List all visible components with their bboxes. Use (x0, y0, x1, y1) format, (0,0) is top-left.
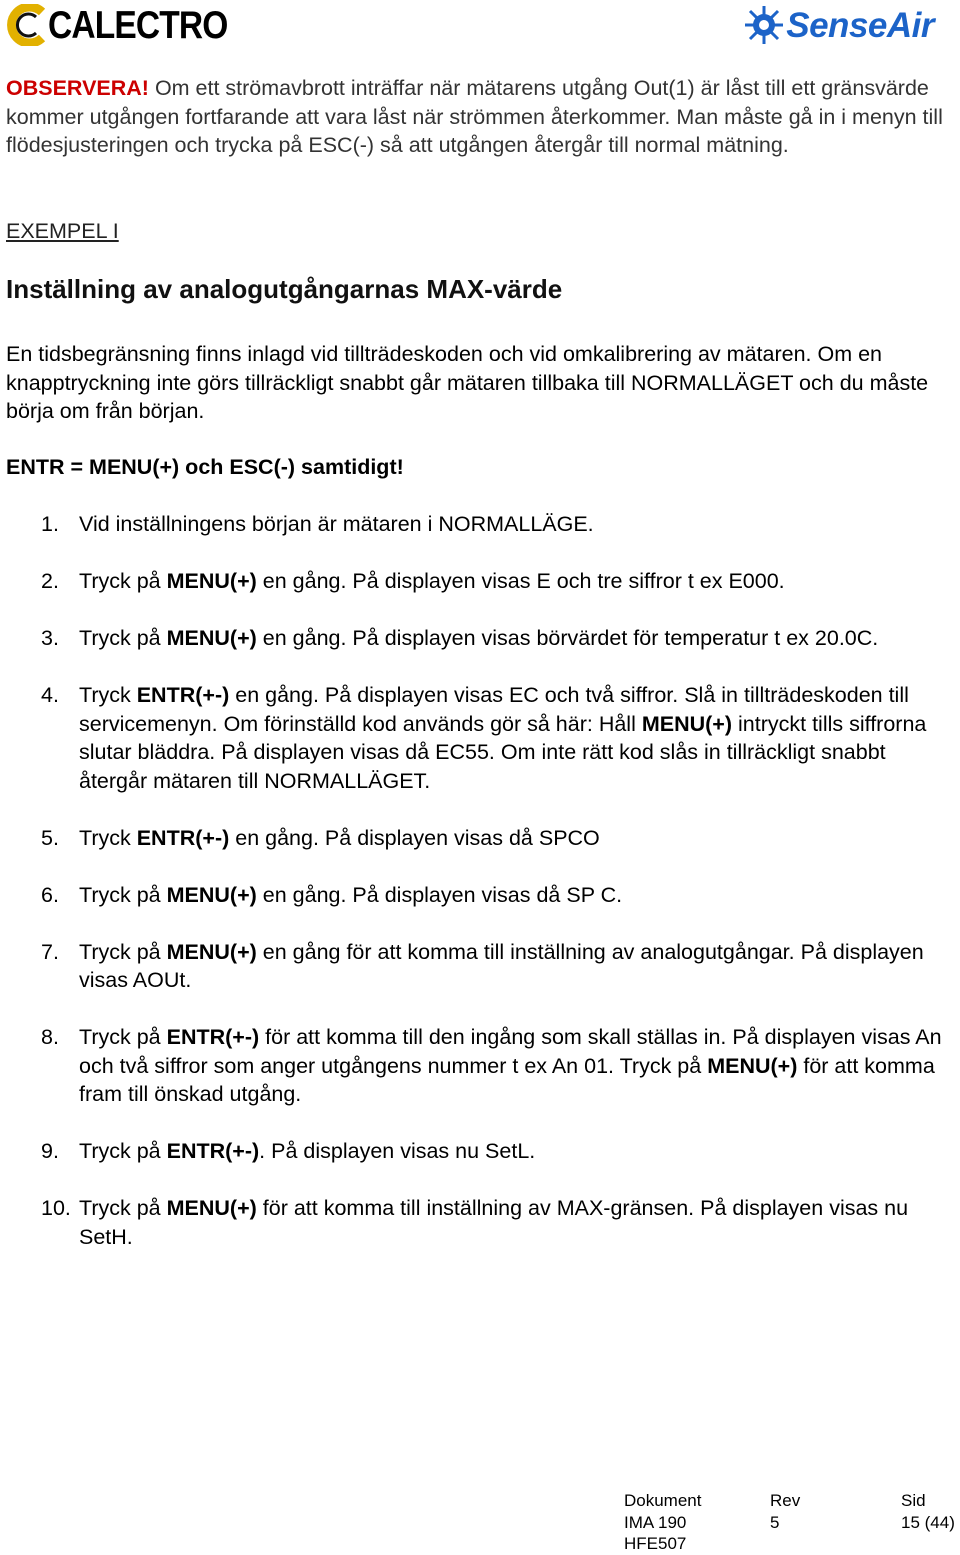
step-number: 6. (41, 882, 59, 907)
step-text: Tryck på (79, 1196, 167, 1220)
step-key: MENU(+) (166, 626, 257, 650)
step-key: ENTR(+-) (166, 1139, 260, 1163)
step-number: 4. (41, 683, 59, 707)
step-item (0, 824, 950, 853)
observation-body: Om ett strömavbrott inträffar när mätarens utgång Out(1) är låst till ett gränsvärde kommer utgången fortfarande att vara låst när strömmen återkommer. Man måste gå in i menyn till flödesjusteringen och trycka på ESC(-) så att utgången återgår till normal mätning. (6, 76, 943, 157)
step-text: intryckt tills siffrorna slutar bläddra. På displayen visas då EC55. Om inte rätt kod slås in tillräckligt snabbt återgår mätaren till NORMALLÄGET. (79, 711, 927, 793)
step-item (0, 681, 950, 795)
footer-label-rev: Rev (770, 1491, 801, 1510)
step-item (0, 938, 950, 995)
step-key: ENTR(+-) (166, 1025, 260, 1049)
footer-label-sid: Sid (901, 1491, 926, 1510)
footer-value-dokument: IMA 190 (624, 1512, 687, 1532)
step-text: Tryck (79, 825, 137, 850)
step-text: Tryck på (79, 1139, 167, 1163)
step-number: 7. (41, 939, 59, 964)
step-key: MENU(+) (641, 711, 733, 736)
step-item (0, 1023, 950, 1109)
steps-list (0, 510, 950, 1280)
step-key: MENU(+) (707, 1053, 798, 1078)
step-number: 5. (41, 825, 59, 850)
step-number: 8. (41, 1025, 59, 1049)
footer-extra: HFE507 (624, 1534, 687, 1553)
step-number: 9. (41, 1139, 59, 1163)
step-text: en gång för att komma till inställning av analogutgångar. På displayen visas AOUt. (79, 939, 924, 992)
calectro-logo (6, 4, 257, 46)
footer-label-row (624, 1490, 960, 1512)
step-number: 3. (41, 626, 59, 650)
step-key: MENU(+) (166, 569, 257, 593)
step-item (0, 510, 950, 539)
senseair-wordmark: SenseAir (786, 5, 934, 45)
step-item (0, 567, 950, 596)
intro-paragraph: En tidsbegränsning finns inlagd vid tillträdeskoden och vid omkalibrering av mätaren. Om en knapptryckning inte görs tillräckligt snabbt går mätaren tillbaka till NORMALLÄGET och du måste börja om från början. (6, 342, 929, 423)
step-text: Tryck på (79, 939, 167, 964)
step-text: för att komma fram till önskad utgång. (79, 1053, 935, 1106)
step-key: MENU(+) (166, 882, 257, 907)
footer-label-dokument: Dokument (624, 1491, 702, 1510)
step-text: en gång. På displayen visas då SP C. (256, 882, 623, 907)
step-text: en gång. På displayen visas börvärdet för temperatur t ex 20.0C. (256, 626, 879, 650)
step-item (0, 881, 950, 910)
step-text: en gång. På displayen visas E och tre siffror t ex E000. (256, 569, 785, 593)
calectro-wordmark: CALECTRO (48, 3, 228, 47)
step-key: ENTR(+-) (136, 825, 230, 850)
section-heading: Inställning av analogutgångarnas MAX-värde (6, 274, 563, 304)
footer-value-rev: 5 (770, 1512, 780, 1532)
step-text: en gång. På displayen visas då SPCO (229, 825, 600, 850)
step-text: Tryck på (79, 882, 167, 907)
footer-value-sid: 15 (44) (901, 1512, 955, 1532)
senseair-logo (744, 5, 934, 45)
step-text: Tryck på (79, 569, 167, 593)
step-text: Tryck på (79, 626, 167, 650)
document-footer (624, 1490, 960, 1555)
step-key: MENU(+) (166, 939, 257, 964)
step-text: Tryck (79, 683, 137, 707)
step-number: 1. (41, 512, 59, 536)
footer-extra-row (624, 1533, 960, 1555)
step-key: MENU(+) (166, 1196, 257, 1220)
step-text: för att komma till inställning av MAX-gränsen. På displayen visas nu SetH. (79, 1196, 909, 1249)
footer-value-row (624, 1512, 960, 1534)
step-text: . På displayen visas nu SetL. (259, 1139, 536, 1163)
entr-note: ENTR = MENU(+) och ESC(-) samtidigt! (6, 455, 404, 479)
step-item (0, 1137, 950, 1166)
observation-paragraph (6, 74, 946, 160)
senseair-sun-icon (744, 5, 784, 45)
step-item (0, 1194, 950, 1251)
step-number: 10. (41, 1196, 71, 1220)
step-text: en gång. På displayen visas EC och två siffror. Slå in tillträdeskoden till servicemenyn. Om förinställd kod används gör så här: Håll (79, 683, 909, 736)
step-key: ENTR(+-) (136, 683, 230, 707)
calectro-c-mark-icon (6, 4, 46, 46)
observation-lead: OBSERVERA! (6, 76, 149, 100)
step-text: för att komma till den ingång som skall ställas in. På displayen visas An och två siffror som anger utgångens nummer t ex An 01. Tryck på (79, 1025, 942, 1078)
step-text: Tryck på (79, 1025, 167, 1049)
step-text: Vid inställningens början är mätaren i NORMALLÄGE. (79, 512, 594, 536)
step-item (0, 624, 950, 653)
step-number: 2. (41, 569, 59, 593)
example-label: EXEMPEL I (6, 219, 119, 243)
